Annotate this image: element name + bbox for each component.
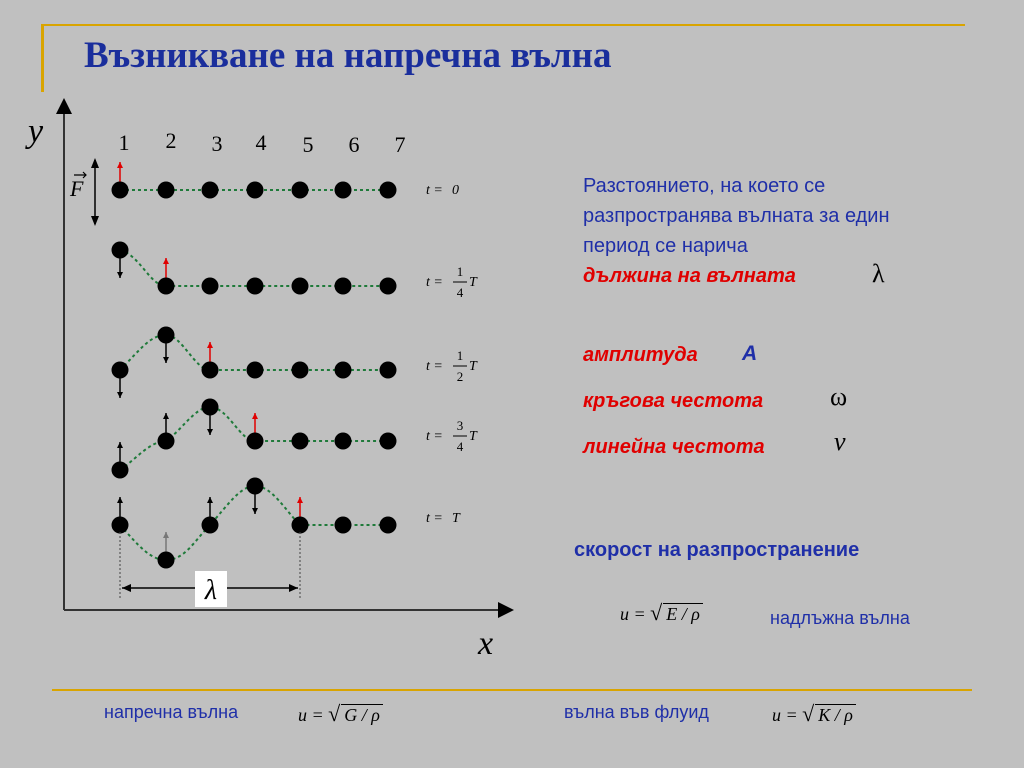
particle xyxy=(335,433,352,450)
time-label-denominator: 2 xyxy=(456,369,464,384)
particle xyxy=(112,462,129,479)
speed-heading: скорост на разпространение xyxy=(574,539,860,561)
formula-fluid-lhs: u = xyxy=(772,705,798,725)
particle xyxy=(380,517,397,534)
time-label-2 xyxy=(426,264,478,300)
velocity-arrow-head xyxy=(163,357,169,363)
time-label-numerator: 1 xyxy=(456,348,464,363)
particle xyxy=(247,362,264,379)
y-axis-label: y xyxy=(28,113,44,150)
time-label-lhs: t = xyxy=(426,275,443,290)
time-label-lhs: t = xyxy=(426,429,443,444)
omega-symbol: ω xyxy=(830,382,848,411)
formula-fluid xyxy=(772,701,856,727)
particle xyxy=(380,362,397,379)
angular-frequency-label: кръгова честота xyxy=(583,390,764,412)
particle-number-3: 3 xyxy=(211,131,223,156)
particle xyxy=(292,517,309,534)
velocity-arrow-head xyxy=(163,258,169,264)
wavelength-arrow-right-head xyxy=(289,584,298,592)
particle xyxy=(158,327,175,344)
description-text: Разстоянието, на което се разпространява вълната за един период се нарича xyxy=(583,175,890,257)
velocity-arrow-head xyxy=(117,442,123,448)
formula-transverse xyxy=(298,701,383,727)
velocity-arrow-head xyxy=(117,162,123,168)
particle xyxy=(335,278,352,295)
particle xyxy=(202,182,219,199)
longitudinal-wave-label: надлъжна вълна xyxy=(770,608,910,628)
time-label-1 xyxy=(426,183,459,198)
velocity-arrow-head xyxy=(252,413,258,419)
time-label-numerator: 3 xyxy=(456,418,464,433)
velocity-arrow-head xyxy=(252,508,258,514)
time-label-lhs: t = xyxy=(426,183,443,198)
particle xyxy=(335,182,352,199)
formula-fluid-radicand: K / ρ xyxy=(815,704,856,726)
velocity-arrow-head xyxy=(163,413,169,419)
particle xyxy=(158,552,175,569)
formula-transverse-radicand: G / ρ xyxy=(341,704,383,726)
particle-numbers xyxy=(119,128,406,157)
wavelength-symbol: λ xyxy=(204,575,218,606)
amplitude-symbol: A xyxy=(742,342,758,365)
particle xyxy=(112,517,129,534)
particle xyxy=(380,182,397,199)
bottom-accent-line xyxy=(52,689,972,691)
particle xyxy=(112,362,129,379)
particle xyxy=(202,517,219,534)
formula-transverse-lhs: u = xyxy=(298,705,324,725)
wave-row-5 xyxy=(112,478,397,569)
velocity-arrow-head xyxy=(163,532,169,538)
particle-number-2: 2 xyxy=(165,128,177,153)
particle xyxy=(158,182,175,199)
particle-number-4: 4 xyxy=(255,130,267,155)
particle xyxy=(292,182,309,199)
particle xyxy=(292,278,309,295)
particle xyxy=(247,478,264,495)
linear-frequency-label: линейна честота xyxy=(583,436,765,458)
time-label-value: T xyxy=(452,511,460,526)
particle xyxy=(158,278,175,295)
time-label-suffix: T xyxy=(469,359,477,374)
velocity-arrow-head xyxy=(207,497,213,503)
time-label-5 xyxy=(426,511,461,526)
particle xyxy=(247,182,264,199)
force-label: F xyxy=(70,176,84,201)
page-title: Възникване на напречна вълна xyxy=(84,35,612,76)
velocity-arrow-head xyxy=(207,342,213,348)
wavelength-term: дължина на вълната xyxy=(583,265,796,287)
particle xyxy=(247,433,264,450)
time-labels xyxy=(426,183,478,526)
time-label-lhs: t = xyxy=(426,511,443,526)
velocity-arrow-head xyxy=(117,272,123,278)
sqrt-icon: √ xyxy=(650,600,663,625)
wave-row-1 xyxy=(112,162,397,199)
particle xyxy=(335,517,352,534)
particle xyxy=(292,362,309,379)
velocity-arrow-head xyxy=(207,429,213,435)
particle-number-1: 1 xyxy=(118,130,130,155)
wave-row-4 xyxy=(112,399,397,479)
particle xyxy=(292,433,309,450)
particle xyxy=(335,362,352,379)
particle-number-5: 5 xyxy=(302,132,314,157)
velocity-arrow-head xyxy=(297,497,303,503)
particle xyxy=(380,278,397,295)
particle xyxy=(202,278,219,295)
x-axis-label: x xyxy=(478,625,494,662)
velocity-arrow-head xyxy=(117,497,123,503)
sqrt-icon: √ xyxy=(802,701,815,726)
formula-longitudinal xyxy=(620,600,703,626)
amplitude-label: амплитуда xyxy=(583,344,698,366)
particle-number-7: 7 xyxy=(394,132,406,157)
time-label-value: 0 xyxy=(452,183,459,198)
force-arrow-top-head xyxy=(91,158,99,168)
time-label-4 xyxy=(426,418,478,454)
nu-symbol: ν xyxy=(834,427,846,456)
particle-number-6: 6 xyxy=(348,132,360,157)
formula-longitudinal-lhs: u = xyxy=(620,604,646,624)
sqrt-icon: √ xyxy=(328,701,341,726)
time-label-lhs: t = xyxy=(426,359,443,374)
velocity-arrow-head xyxy=(117,392,123,398)
particle xyxy=(247,278,264,295)
particle xyxy=(158,433,175,450)
particle xyxy=(202,399,219,416)
time-label-3 xyxy=(426,348,478,384)
transverse-wave-label: напречна вълна xyxy=(104,702,239,722)
time-label-denominator: 4 xyxy=(456,285,464,300)
particle xyxy=(112,182,129,199)
formula-longitudinal-radicand: E / ρ xyxy=(663,603,703,625)
fluid-wave-label: вълна във флуид xyxy=(564,702,709,722)
particle xyxy=(112,242,129,259)
wave-rows xyxy=(112,162,397,569)
particle xyxy=(202,362,219,379)
time-label-numerator: 1 xyxy=(456,264,464,279)
wave-diagram xyxy=(0,0,560,680)
wavelength-symbol-right: λ xyxy=(872,259,885,288)
time-label-suffix: T xyxy=(469,429,477,444)
time-label-denominator: 4 xyxy=(456,439,464,454)
time-label-suffix: T xyxy=(469,275,477,290)
force-arrow-bottom-head xyxy=(91,216,99,226)
wavelength-arrow-left-head xyxy=(122,584,131,592)
wave-row-2 xyxy=(112,242,397,295)
wave-row-3 xyxy=(112,327,397,399)
particle xyxy=(380,433,397,450)
